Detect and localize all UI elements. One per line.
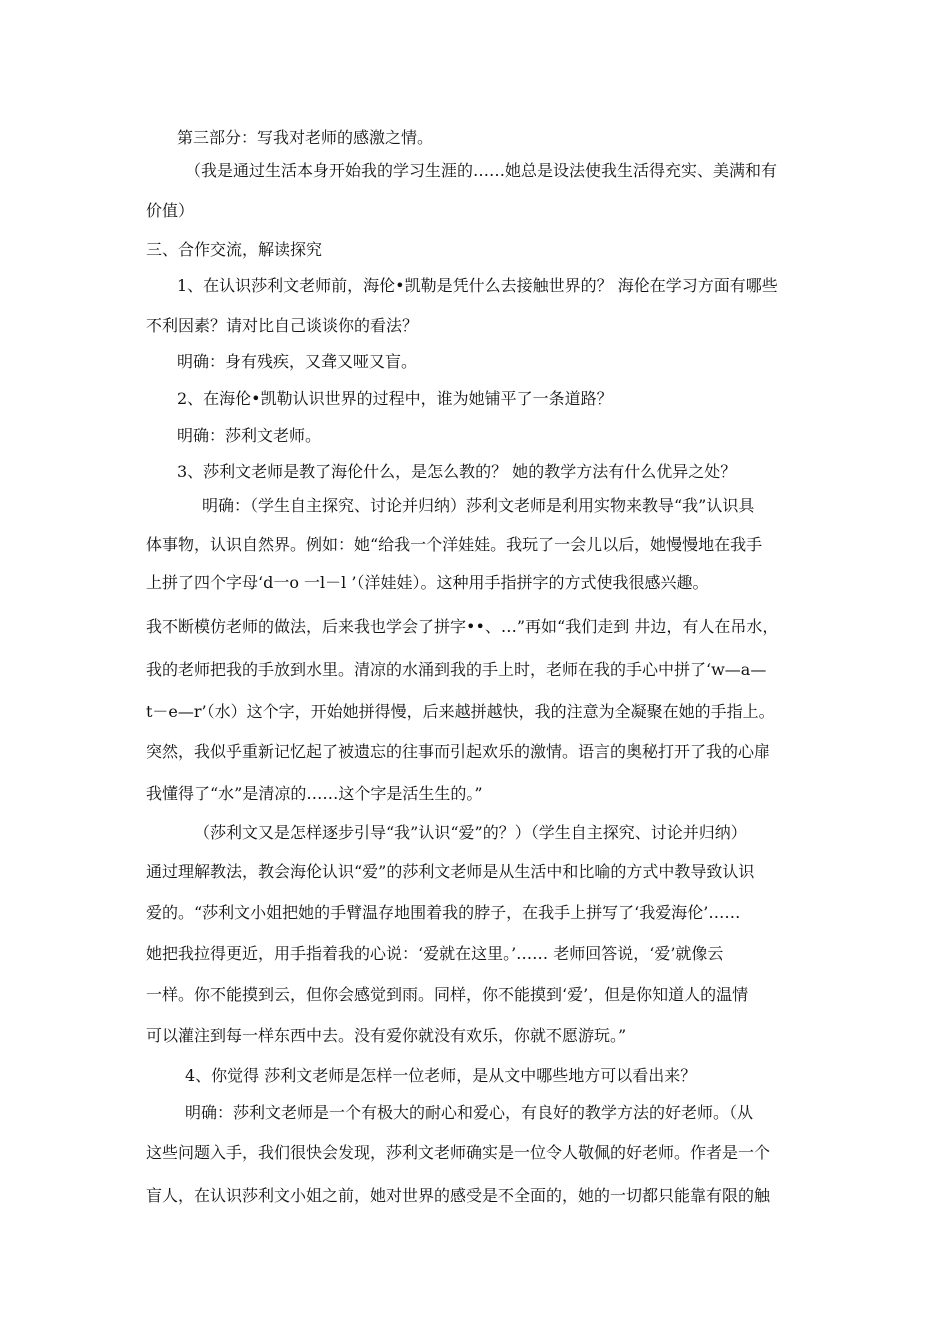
- paragraph-line: 盲人，在认识莎利文小姐之前，她对世界的感受是不全面的，她的一切都只能靠有限的触: [146, 1186, 771, 1205]
- paragraph-line: 体事物，认识自然界。例如：她“给我一个洋娃娃。我玩了一会儿以后，她慢慢地在我手: [146, 535, 763, 554]
- paragraph-line: 不利因素？请对比自己谈谈你的看法？: [146, 316, 419, 335]
- paragraph-line: 我懂得了“水”是清凉的……这个字是活生生的。”: [146, 784, 483, 803]
- paragraph-line: 爱的。“莎利文小姐把她的手臂温存地围着我的脖子，在我手上拼写了‘我爱海伦’……: [146, 903, 741, 922]
- question-line: 4、你觉得 莎利文老师是怎样一位老师，是从文中哪些地方可以看出来？: [185, 1066, 697, 1085]
- section-heading: 三、合作交流，解读探究: [146, 240, 323, 259]
- paragraph-line: 上拼了四个字母‘d一o 一l－l ’（洋娃娃）。这种用手指拼字的方式使我很感兴趣。: [146, 573, 709, 592]
- paragraph-line: 第三部分：写我对老师的感激之情。: [177, 128, 434, 147]
- paragraph-line: 突然，我似乎重新记忆起了被遗忘的往事而引起欢乐的激情。语言的奥秘打开了我的心扉: [146, 742, 771, 761]
- paragraph-line: 她把我拉得更近，用手指着我的心说：‘爱就在这里。’…… 老师回答说，‘爱’就像云: [146, 944, 724, 963]
- paragraph-line: 可以灌注到每一样东西中去。没有爱你就没有欢乐，你就不愿游玩。”: [146, 1026, 627, 1045]
- paragraph-line: 我不断模仿老师的做法，后来我也学会了拼字••、…”再如“我们走到 井边，有人在吊水，: [146, 617, 779, 636]
- paragraph-line: 这些问题入手，我们很快会发现，莎利文老师确实是一位令人敬佩的好老师。作者是一个: [146, 1143, 771, 1162]
- paragraph-line: t－e—r’（水）这个字，开始她拼得慢，后来越拼越快，我的注意为全凝聚在她的手指上。: [146, 702, 775, 721]
- question-line: 3、莎利文老师是教了海伦什么，是怎么教的？ 她的教学方法有什么优异之处？: [177, 462, 737, 481]
- question-line: 1、在认识莎利文老师前，海伦•凯勒是凭什么去接触世界的？ 海伦在学习方面有哪些: [177, 276, 778, 295]
- answer-line: 明确：莎利文老师是一个有极大的耐心和爱心，有良好的教学方法的好老师。（从: [185, 1103, 754, 1122]
- paragraph-line: 我的老师把我的手放到水里。清凉的水涌到我的手上时，老师在我的手心中拼了‘w—a—: [146, 660, 767, 679]
- answer-line: 明确：莎利文老师。: [177, 426, 322, 445]
- paragraph-line: （我是通过生活本身开始我的学习生涯的……她总是设法使我生活得充实、美满和有: [185, 161, 778, 180]
- paragraph-line: 一样。你不能摸到云，但你会感觉到雨。同样，你不能摸到‘爱’，但是你知道人的温情: [146, 985, 749, 1004]
- paragraph-line: （莎利文又是怎样逐步引导“我”认识“爱”的？）（学生自主探究、讨论并归纳）: [194, 823, 747, 842]
- paragraph-line: 通过理解教法，教会海伦认识“爱”的莎利文老师是从生活中和比喻的方式中教导致认识: [146, 862, 755, 881]
- question-line: 2、在海伦•凯勒认识世界的过程中，谁为她铺平了一条道路？: [177, 389, 613, 408]
- paragraph-line: 价值）: [146, 201, 195, 220]
- answer-line: 明确：身有残疾，又聋又哑又盲。: [177, 352, 418, 371]
- answer-line: 明确：（学生自主探究、讨论并归纳）莎利文老师是利用实物来教导“我”认识具: [202, 496, 755, 515]
